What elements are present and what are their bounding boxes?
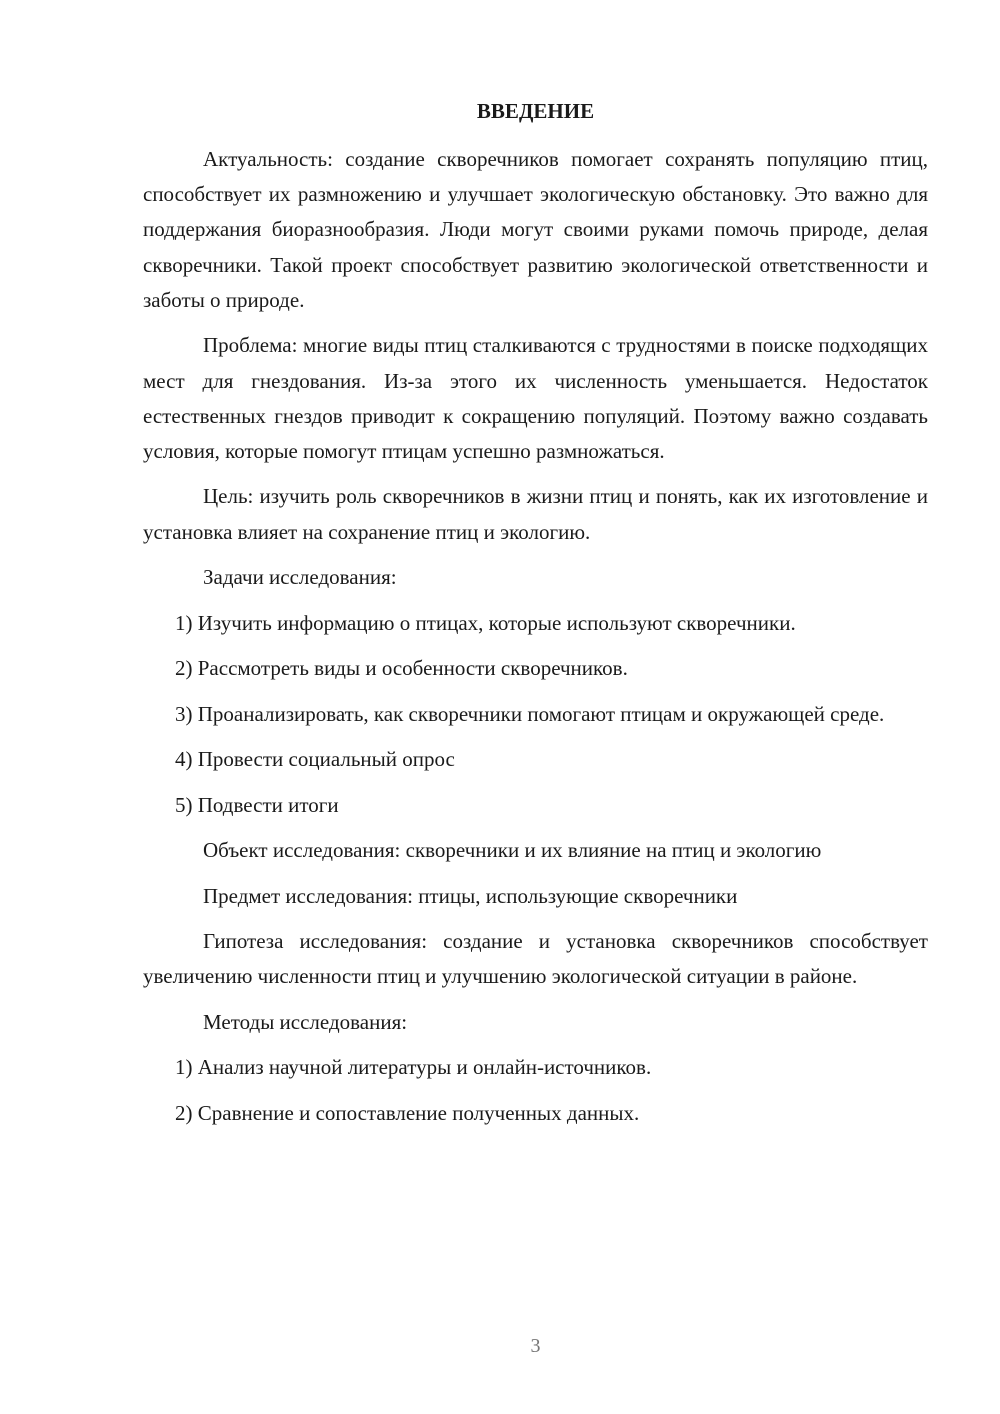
paragraph-hypothesis: Гипотеза исследования: создание и установка скворечников способствует увеличению численности птиц и улучшению экологической ситуации в районе. xyxy=(143,929,928,989)
list-item-method-1: 1) Анализ научной литературы и онлайн-источников. xyxy=(175,1055,652,1080)
paragraph-problem: Проблема: многие виды птиц сталкиваются с трудностями в поиске подходящих мест для гнездования. Из-за этого их численность уменьшается. Недостаток естественных гнездов приводит к сокращению популяций. Поэтому важно создавать условия, которые помогут птицам успешно размножаться. xyxy=(143,333,928,463)
paragraph-goal: Цель: изучить роль скворечников в жизни птиц и понять, как их изготовление и установка влияет на сохранение птиц и экологию. xyxy=(143,484,928,544)
paragraph-methods-heading: Методы исследования: xyxy=(203,1009,408,1034)
list-item-task-2: 2) Рассмотреть виды и особенности скворечников. xyxy=(175,656,628,681)
page-title: ВВЕДЕНИЕ xyxy=(476,99,595,123)
paragraph-object: Объект исследования: скворечники и их влияние на птиц и экологию xyxy=(203,838,822,863)
document-body xyxy=(143,142,928,1141)
paragraph-subject: Предмет исследования: птицы, использующие скворечники xyxy=(203,883,738,908)
paragraph-relevance: Актуальность: создание скворечников помогает сохранять популяцию птиц, способствует их размножению и улучшает экологическую обстановку. Это важно для поддержания биоразнообразия. Люди могут своими руками помочь природе, делая скворечники. Такой проект способствует развитию экологической ответственности и заботы о природе. xyxy=(143,147,928,312)
list-item-method-2: 2) Сравнение и сопоставление полученных данных. xyxy=(175,1100,640,1125)
list-item-task-3: 3) Проанализировать, как скворечники помогают птицам и окружающей среде. xyxy=(175,701,885,726)
list-item-task-5: 5) Подвести итоги xyxy=(175,792,339,817)
page-number: 3 xyxy=(530,1335,541,1357)
list-item-task-1: 1) Изучить информацию о птицах, которые используют скворечники. xyxy=(175,610,796,635)
paragraph-tasks-heading: Задачи исследования: xyxy=(203,565,397,590)
list-item-task-4: 4) Провести социальный опрос xyxy=(175,747,455,772)
